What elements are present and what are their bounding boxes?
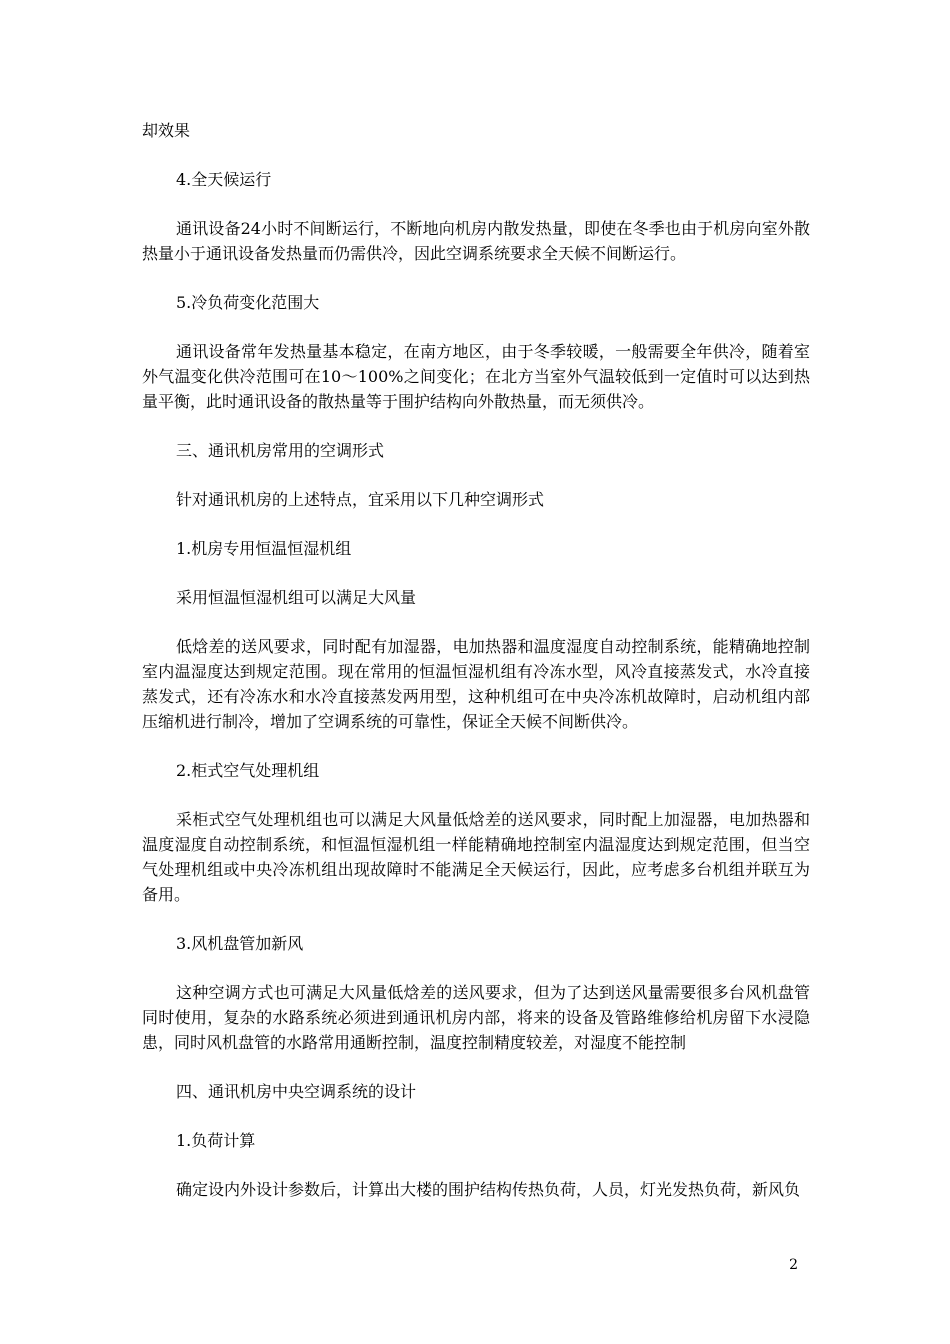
paragraph-constant-temp-humidity-detail: 低焓差的送风要求，同时配有加湿器，电加热器和温度湿度自动控制系统，能精确地控制室内温湿度达到规定范围。现在常用的恒温恒湿机组有冷冻水型，风冷直接蒸发式，水冷直接蒸发式，还有冷冻水和水冷直接蒸发两用型，这种机组可在中央冷冻机故障时，启动机组内部压缩机进行制冷，增加了空调系统的可靠性，保证全天候不间断供冷。: [142, 637, 810, 731]
document-body: [142, 118, 810, 1226]
paragraph-cooling-load-range: 通讯设备常年发热量基本稳定，在南方地区，由于冬季较暖，一般需要全年供冷，随着室外气温变化供冷范围可在10～100%之间变化；在北方当室外气温较低到一定值时可以达到热量平衡，此时通讯设备的散热量等于围护结构向外散热量，而无须供冷。: [142, 342, 810, 411]
subheading-fan-coil-fresh-air: 3.风机盘管加新风: [176, 934, 304, 953]
subheading-all-weather-operation: 4.全天候运行: [176, 170, 272, 189]
paragraph-cabinet-air-handler: 采柜式空气处理机组也可以满足大风量低焓差的送风要求，同时配上加湿器，电加热器和温度湿度自动控制系统，和恒温恒湿机组一样能精确地控制室内温湿度达到规定范围，但当空气处理机组或中央冷冻机组出现故障时不能满足全天候运行，因此，应考虑多台机组并联互为备用。: [142, 810, 810, 904]
subheading-load-calculation: 1.负荷计算: [176, 1131, 256, 1150]
subheading-cabinet-air-handler: 2.柜式空气处理机组: [176, 761, 320, 780]
subheading-constant-temp-humidity-unit: 1.机房专用恒温恒湿机组: [176, 539, 352, 558]
paragraph-continuation: 却效果: [142, 121, 191, 140]
paragraph-all-weather-operation: 通讯设备24小时不间断运行，不断地向机房内散发热量，即使在冬季也由于机房向室外散热量小于通讯设备发热量而仍需供冷，因此空调系统要求全天候不间断运行。: [142, 219, 810, 263]
page-number: 2: [789, 1257, 798, 1273]
subheading-cooling-load-range: 5.冷负荷变化范围大: [176, 293, 320, 312]
paragraph-load-calculation: 确定设内外设计参数后，计算出大楼的围护结构传热负荷，人员，灯光发热负荷，新风负: [176, 1180, 801, 1199]
paragraph-fan-coil-fresh-air: 这种空调方式也可满足大风量低焓差的送风要求，但为了达到送风量需要很多台风机盘管同时使用，复杂的水路系统必须进到通讯机房内部，将来的设备及管路维修给机房留下水浸隐患，同时风机盘管的水路常用通断控制，温度控制精度较差，对湿度不能控制: [142, 983, 810, 1052]
paragraph-constant-temp-humidity-short: 采用恒温恒湿机组可以满足大风量: [176, 588, 417, 607]
section-heading-central-ac-design: 四、通讯机房中央空调系统的设计: [176, 1082, 417, 1101]
section-heading-ac-forms: 三、通讯机房常用的空调形式: [176, 441, 385, 460]
paragraph-ac-forms-intro: 针对通讯机房的上述特点，宜采用以下几种空调形式: [176, 490, 545, 509]
